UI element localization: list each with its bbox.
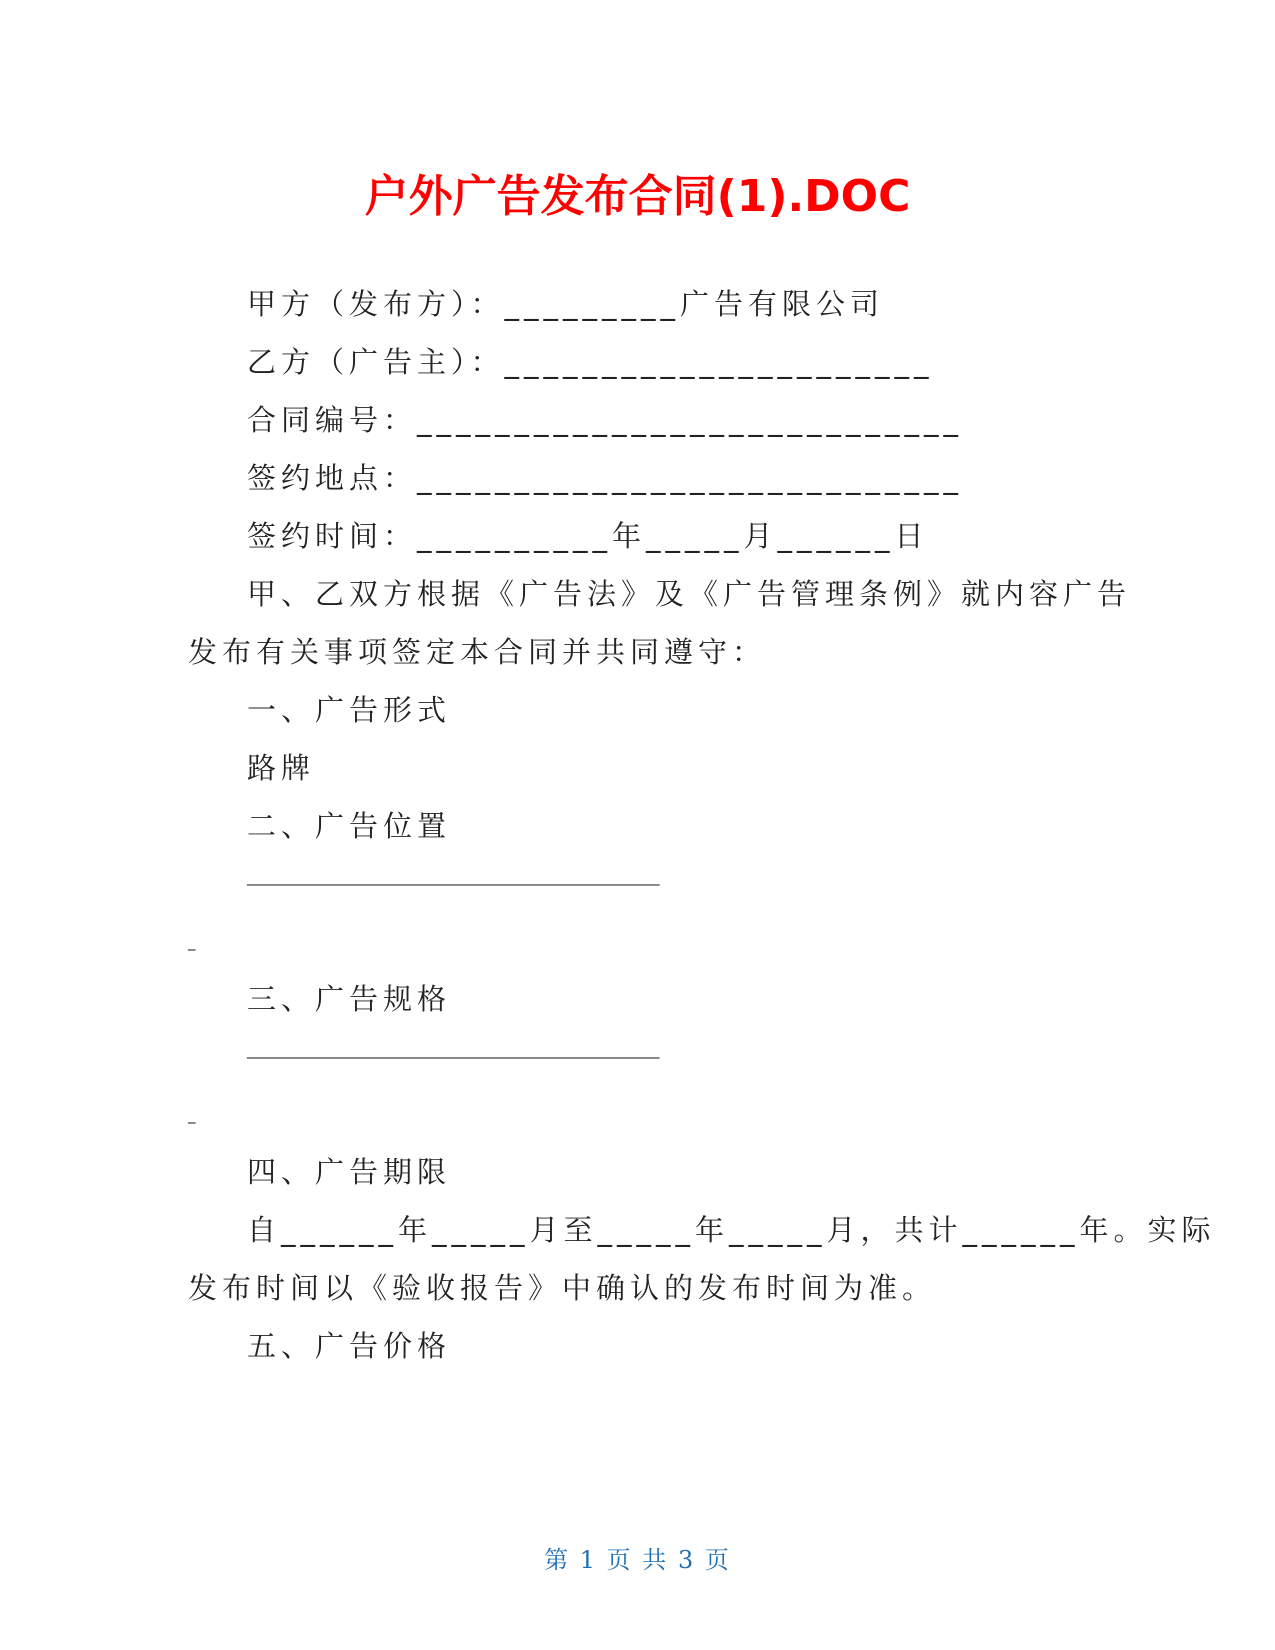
party-a-line: 甲方（发布方）：_________广告有限公司 bbox=[247, 287, 885, 321]
section-2-blank-line: _______________________________________________________ bbox=[247, 868, 660, 886]
section-4-heading: 四、广告期限 bbox=[247, 1155, 452, 1189]
section-5-heading: 五、广告价格 bbox=[247, 1329, 452, 1363]
document-title: 户外广告发布合同(1).DOC bbox=[364, 171, 911, 222]
section-2-heading: 二、广告位置 bbox=[247, 809, 452, 843]
section-3-blank-line: _______________________________________________________ bbox=[247, 1041, 660, 1059]
section-1-heading: 一、广告形式 bbox=[247, 693, 452, 727]
preamble-line-1: 甲、乙双方根据《广告法》及《广告管理条例》就内容广告 bbox=[247, 577, 1132, 611]
page-number-footer: 第 1 页 共 3 页 bbox=[544, 1546, 731, 1574]
section-3-blank-tail: _ bbox=[188, 1106, 196, 1124]
signing-date-line: 签约时间：__________年_____月______日 bbox=[247, 519, 929, 553]
section-1-content: 路牌 bbox=[247, 751, 316, 785]
party-b-line: 乙方（广告主）：______________________ bbox=[247, 345, 934, 379]
section-4-term-line-1: 自______年_____月至_____年_____月，共计______年。实际 bbox=[247, 1213, 1216, 1247]
section-4-term-line-2: 发布时间以《验收报告》中确认的发布时间为准。 bbox=[188, 1271, 937, 1305]
signing-place-line: 签约地点：____________________________ bbox=[247, 461, 964, 495]
preamble-line-2: 发布有关事项签定本合同并共同遵守： bbox=[188, 635, 767, 669]
section-3-heading: 三、广告规格 bbox=[247, 982, 452, 1016]
section-2-blank-tail: _ bbox=[188, 933, 196, 951]
contract-number-line: 合同编号：____________________________ bbox=[247, 403, 964, 437]
